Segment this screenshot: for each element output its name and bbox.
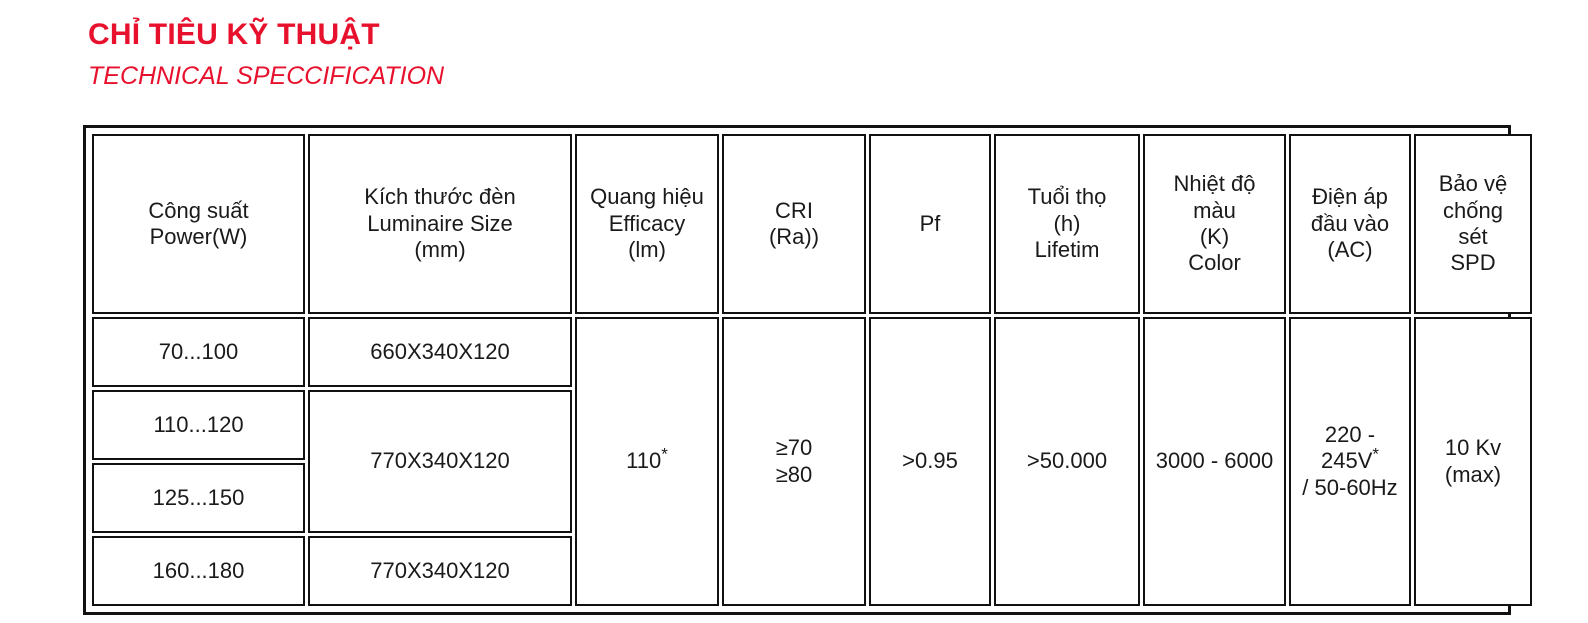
- column-header-color-temperature: Nhiệt độ màu (K) Color: [1143, 134, 1286, 314]
- table-header-row: [92, 134, 1532, 314]
- page-title-english: TECHNICAL SPECCIFICATION: [88, 61, 445, 90]
- power-value-2: 110...120: [92, 390, 305, 460]
- power-value-1: 70...100: [92, 317, 305, 387]
- heading-block: [88, 18, 444, 90]
- surge-protection-value: 10 Kv (max): [1414, 317, 1532, 606]
- pf-value: >0.95: [869, 317, 991, 606]
- efficacy-asterisk: *: [661, 444, 668, 464]
- lifetime-value: >50.000: [994, 317, 1140, 606]
- column-header-cri: CRI (Ra)): [722, 134, 866, 314]
- color-temperature-value: 3000 - 6000: [1143, 317, 1286, 606]
- cri-value: ≥70 ≥80: [722, 317, 866, 606]
- input-voltage-value: 220 - 245V* / 50-60Hz: [1289, 317, 1411, 606]
- column-header-luminaire-size: Kích thước đèn Luminaire Size (mm): [308, 134, 572, 314]
- column-header-surge-protection: Bảo vệ chống sét SPD: [1414, 134, 1532, 314]
- power-value-3: 125...150: [92, 463, 305, 533]
- size-value-1: 660X340X120: [308, 317, 572, 387]
- column-header-pf: Pf: [869, 134, 991, 314]
- power-value-4: 160...180: [92, 536, 305, 606]
- size-value-3: 770X340X120: [308, 536, 572, 606]
- page-title-vietnamese: CHỈ TIÊU KỸ THUẬT: [88, 18, 380, 51]
- efficacy-value: 110*: [575, 317, 719, 606]
- table-row: [92, 317, 1532, 387]
- size-value-2: 770X340X120: [308, 390, 572, 533]
- voltage-asterisk: *: [1372, 444, 1379, 464]
- column-header-efficacy: Quang hiệu Efficacy (lm): [575, 134, 719, 314]
- column-header-power: Công suất Power(W): [92, 134, 305, 314]
- column-header-input-voltage: Điện áp đầu vào (AC): [1289, 134, 1411, 314]
- technical-specification-table: [83, 125, 1511, 615]
- column-header-lifetime: Tuổi thọ (h) Lifetim: [994, 134, 1140, 314]
